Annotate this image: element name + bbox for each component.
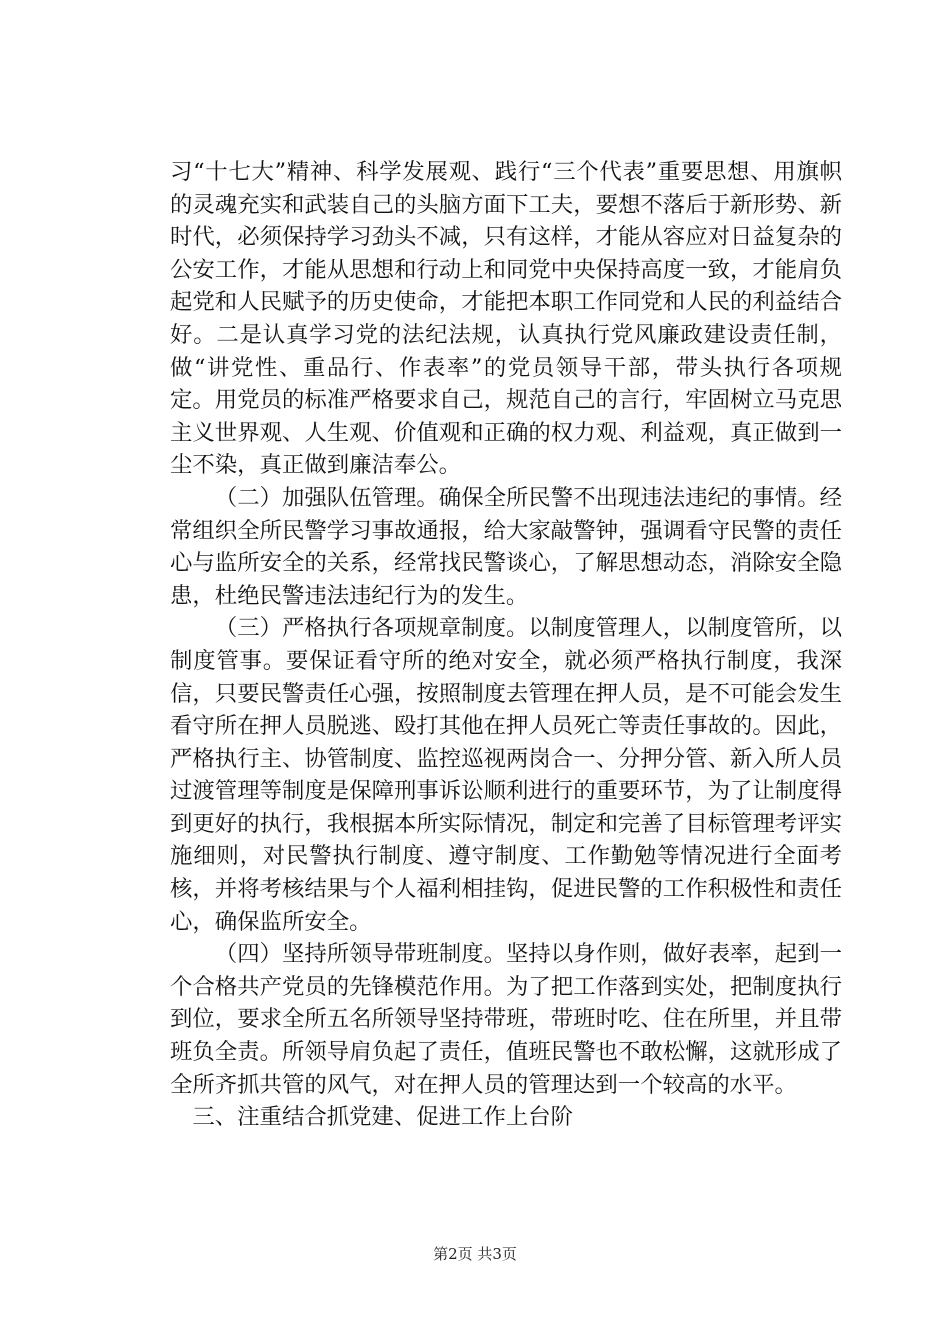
document-body [170, 156, 842, 1134]
page-number-footer: 第2页 共3页 [433, 1245, 517, 1263]
paragraph-team-management: （二）加强队伍管理。确保全所民警不出现违法违纪的事情。经常组织全所民警学习事故通报，给大家敲警钟，强调看守民警的责任心与监所安全的关系，经常找民警谈心，了解思想动态，消除安全隐患，杜绝民警违法违纪行为的发生。 [170, 484, 842, 609]
paragraph-rules-enforcement: （三）严格执行各项规章制度。以制度管理人，以制度管所，以制度管事。要保证看守所的绝对安全，就必须严格执行制度，我深信，只要民警责任心强，按照制度去管理在押人员，是不可能会发生看守所在押人员脱逃、殴打其他在押人员死亡等责任事故的。因此，严格执行主、协管制度、监控巡视两岗合一、分押分管、新入所人员过渡管理等制度是保障刑事诉讼顺利进行的重要环节，为了让制度得到更好的执行，我根据本所实际情况，制定和完善了目标管理考评实施细则，对民警执行制度、遵守制度、工作勤勉等情况进行全面考核，并将考核结果与个人福利相挂钩，促进民警的工作积极性和责任心，确保监所安全。 [170, 615, 842, 935]
section-heading-party-building: 三、注重结合抓党建、促进工作上台阶 [192, 1104, 574, 1131]
paragraph-continuation: 习“十七大”精神、科学发展观、践行“三个代表”重要思想、用旗帜的灵魂充实和武装自己的头脑方面下工夫，要想不落后于新形势、新时代，必须保持学习劲头不减，只有这样，才能从容应对日益复杂的公安工作，才能从思想和行动上和同党中央保持高度一致，才能肩负起党和人民赋予的历史使命，才能把本职工作同党和人民的利益结合好。二是认真学习党的法纪法规，认真执行党风廉政建设责任制，做“讲党性、重品行、作表率”的党员领导干部，带头执行各项规定。用党员的标准严格要求自己，规范自己的言行，牢固树立马克思主义世界观、人生观、价值观和正确的权力观、利益观，真正做到一尘不染，真正做到廉洁奉公。 [170, 159, 842, 479]
paragraph-leader-shift: （四）坚持所领导带班制度。坚持以身作则，做好表率，起到一个合格共产党员的先锋模范作用。为了把工作落到实处，把制度执行到位，要求全所五名所领导坚持带班，带班时吃、住在所里，并且带班负全责。所领导肩负起了责任，值班民警也不敢松懈，这就形成了全所齐抓共管的风气，对在押人员的管理达到一个较高的水平。 [170, 941, 842, 1098]
